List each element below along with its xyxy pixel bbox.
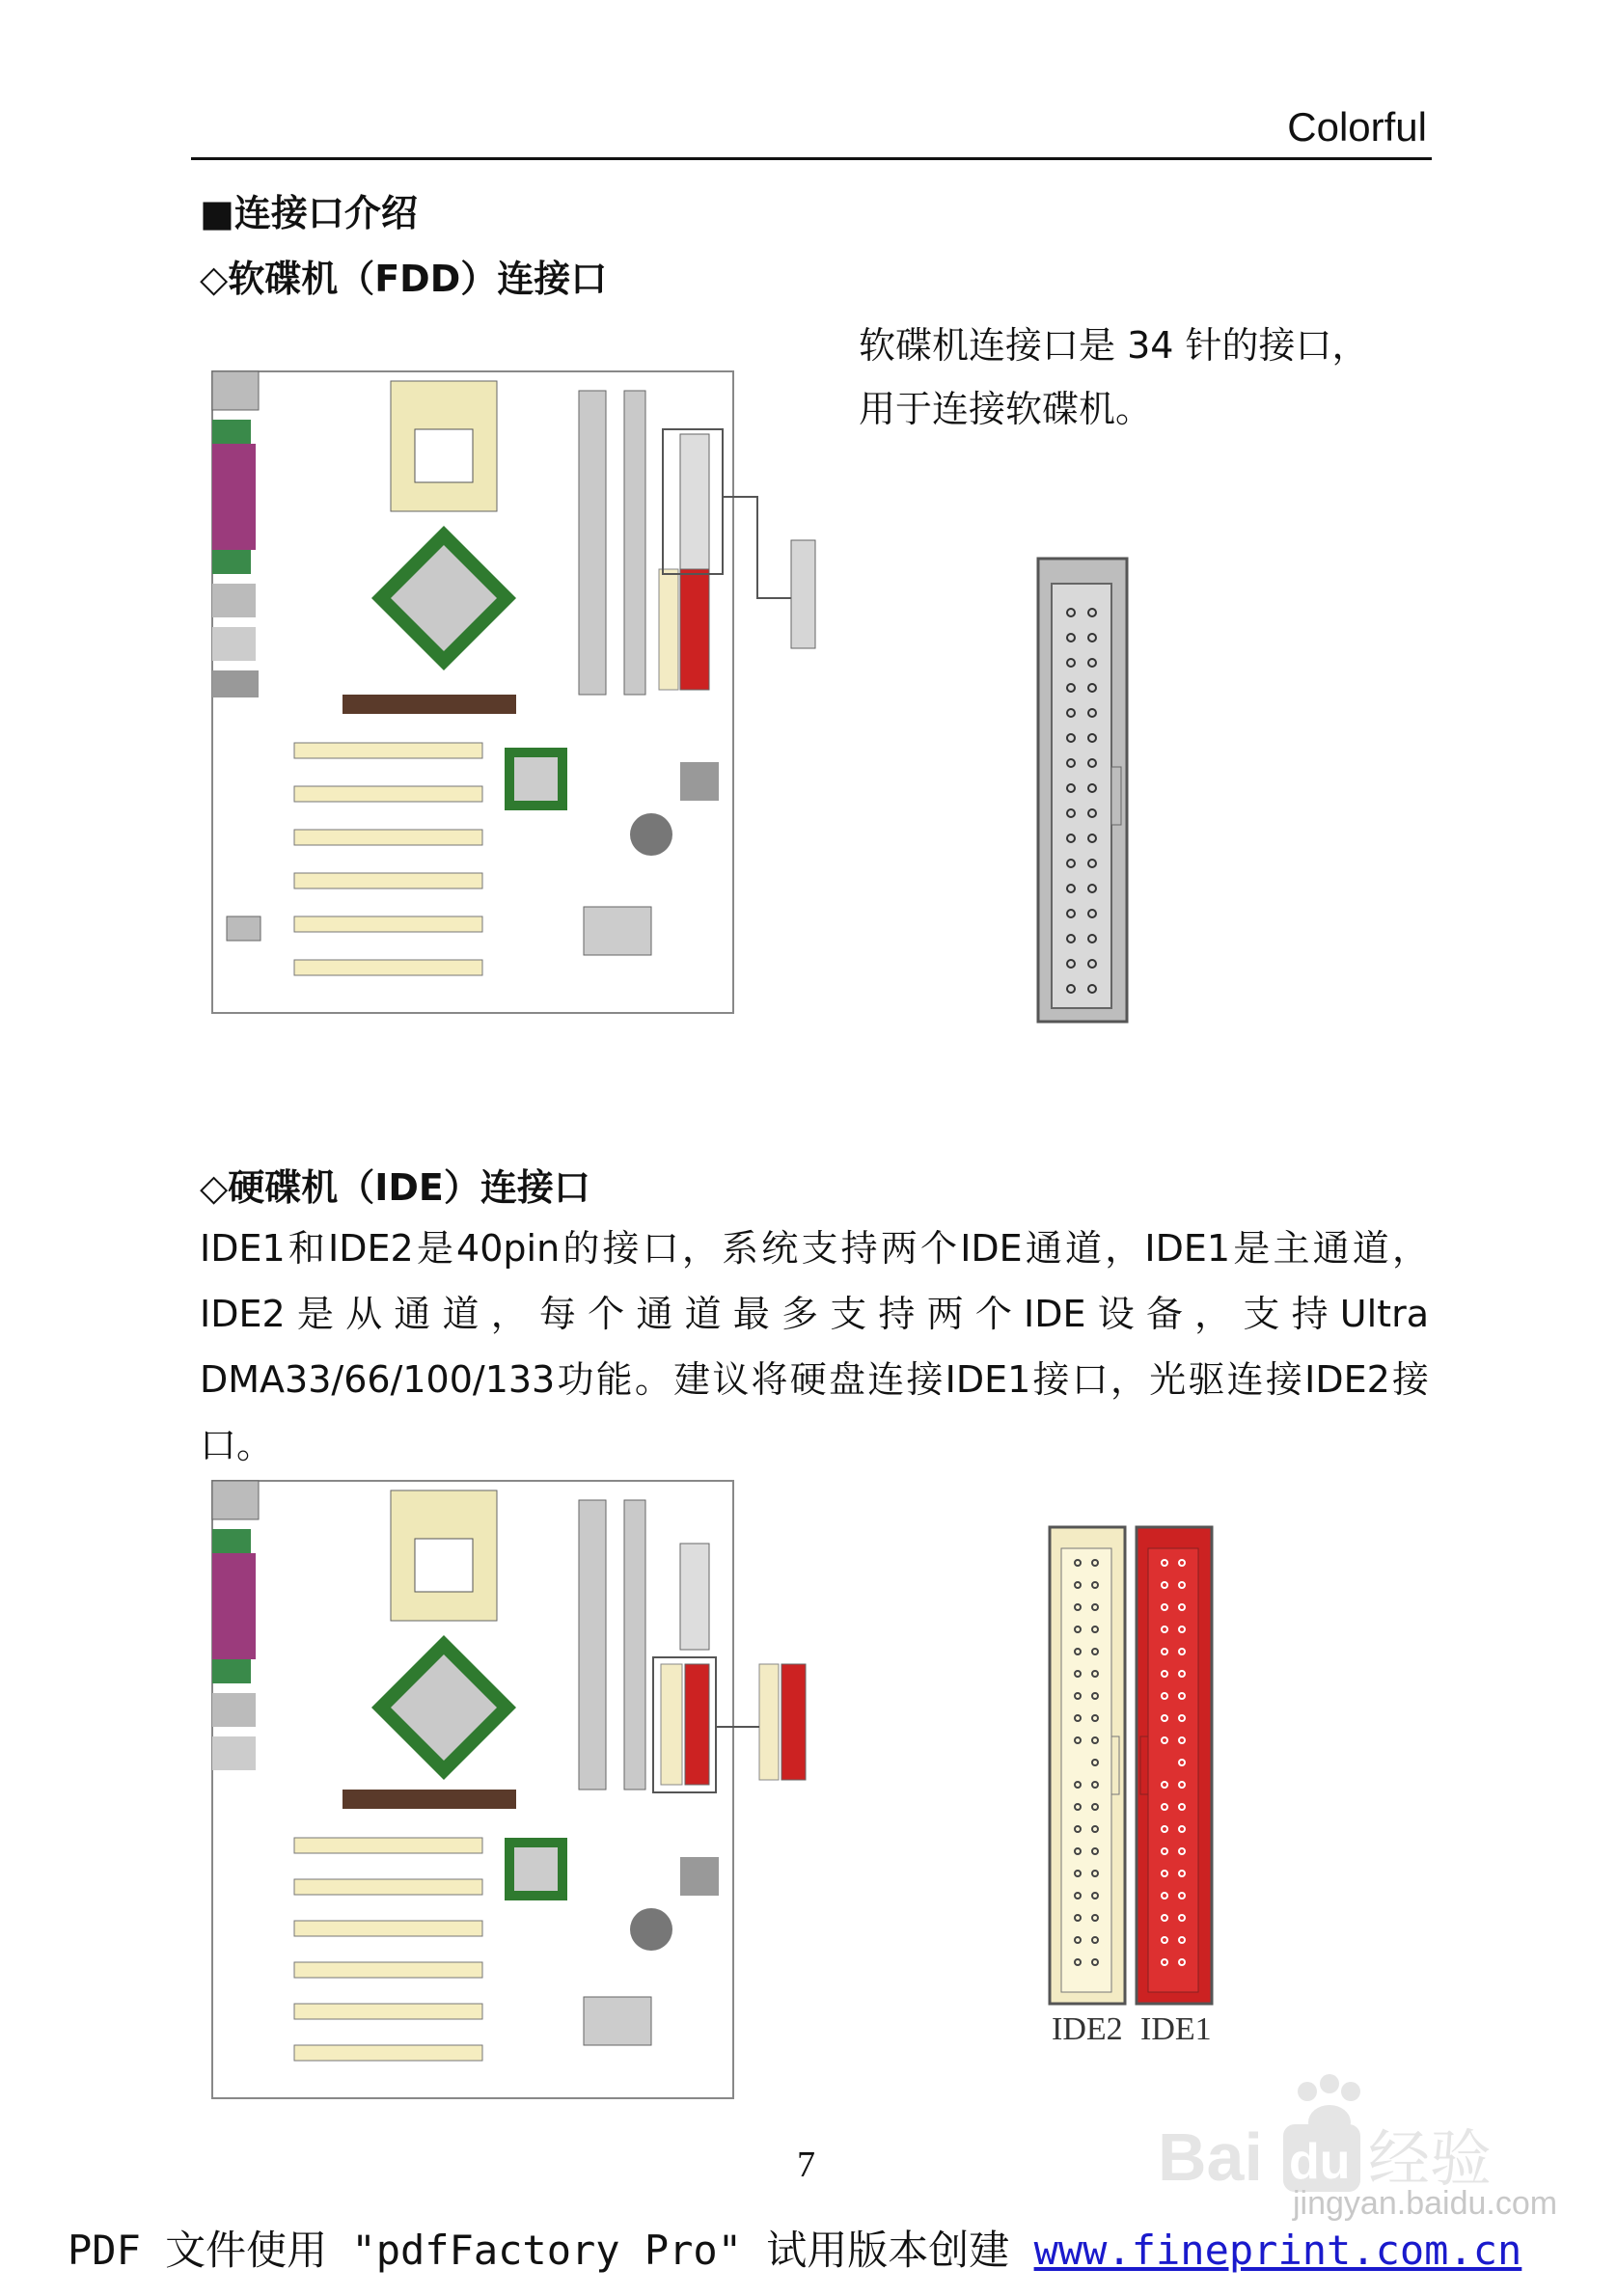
ide-heading: ◇硬碟机（IDE）连接口 [200, 1166, 590, 1209]
pdf-footer [68, 2219, 1521, 2277]
svg-text:Bai: Bai [1158, 2119, 1263, 2195]
ide-paragraph: IDE1和IDE2是40pin的接口，系统支持两个IDE通道，IDE1是主通道，IDE2是从通道，每个通道最多支持两个IDE设备，支持Ultra DMA33/66/100/133功能。建议将硬盘连接IDE1接口，光驱连接IDE2接口。 [200, 1227, 1429, 1466]
header-rule [191, 157, 1432, 160]
ide1-connector [1134, 1524, 1216, 2007]
ide2-label: IDE2 [1052, 2011, 1123, 2047]
motherboard-diagram-ide [207, 1476, 825, 2103]
fdd-connector [1032, 555, 1134, 1027]
brand-header: Colorful [1287, 104, 1427, 150]
ide1-label: IDE1 [1140, 2011, 1212, 2047]
section-title: ■连接口介绍 [200, 192, 418, 234]
motherboard-diagram-fdd [207, 367, 825, 1023]
watermark-url: jingyan.baidu.com [1293, 2185, 1558, 2222]
fdd-heading: ◇软碟机（FDD）连接口 [200, 258, 608, 300]
page-number: 7 [797, 2145, 815, 2185]
ide2-connector [1047, 1524, 1129, 2007]
footer-link[interactable]: www.fineprint.com.cn [1033, 2227, 1522, 2274]
svg-text:经验: 经验 [1368, 2124, 1492, 2196]
svg-text:du: du [1289, 2134, 1351, 2190]
footer-text: PDF 文件使用 "pdfFactory Pro" 试用版本创建 [68, 2227, 1034, 2274]
fdd-description: 软碟机连接口是 34 针的接口， 用于连接软碟机。 [859, 324, 1369, 430]
